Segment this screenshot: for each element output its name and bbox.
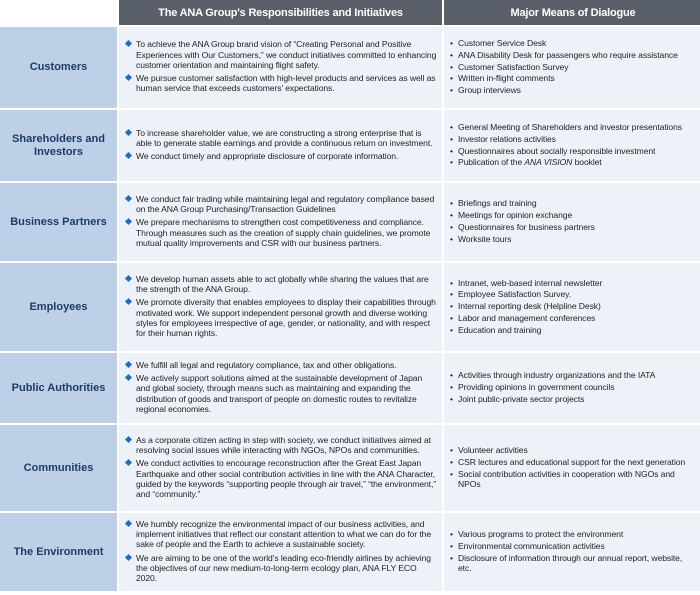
dot-bullet-icon: •	[450, 382, 453, 393]
dot-bullet-icon: •	[450, 393, 453, 404]
table-row	[0, 110, 700, 181]
table-row	[0, 425, 700, 511]
publication-title: ANA VISION	[524, 157, 573, 168]
dialogue-cell	[444, 263, 700, 351]
list-item: • Volunteer activities	[450, 445, 528, 456]
dot-bullet-icon: •	[450, 61, 453, 72]
initiatives-cell	[119, 425, 442, 511]
dot-bullet-icon: •	[450, 233, 453, 244]
list-item: • Disclosure of information through our annual report, website, etc.	[450, 552, 683, 574]
dot-bullet-icon: •	[450, 445, 453, 456]
list-item: • Employee Satisfaction Survey.	[450, 289, 572, 300]
category-shareholders: Shareholders and Investors	[0, 110, 117, 181]
dialogue-cell	[444, 513, 700, 591]
diamond-bullet-icon	[125, 520, 132, 527]
list-item: • Customer Satisfaction Survey	[450, 61, 569, 72]
list-item: • ANA Disability Desk for passengers who require assistance	[450, 49, 678, 60]
header-blank	[0, 0, 117, 25]
list-item: We prepare mechanisms to strengthen cost competitiveness and compliance. Through measures such as the creation of supply chain guidelines, we promote mutual quality improvements and CSR with our business partners.	[125, 217, 437, 248]
list-item: • Customer Service Desk	[450, 38, 547, 48]
diamond-bullet-icon	[125, 218, 132, 225]
dot-bullet-icon: •	[450, 133, 453, 144]
list-item: We develop human assets able to act globally while sharing the values that are the strength of the ANA Group.	[125, 274, 437, 295]
initiatives-cell	[119, 183, 442, 261]
list-item: • Publication of the ANA VISION booklet	[450, 157, 602, 168]
diamond-bullet-icon	[125, 129, 132, 136]
dot-bullet-icon: •	[450, 121, 453, 132]
list-item: • Questionnaires for business partners	[450, 222, 595, 232]
list-item: We humbly recognize the environmental impact of our business activities, and implement initiatives that reflect our constant attention to what we can do for the sake of people and the Earth to achieve a sustainable society.	[125, 519, 437, 550]
list-item: To increase shareholder value, we are constructing a strong enterprise that is able to generate stable earnings and provide a continuous return on investment.	[125, 128, 437, 149]
table-row	[0, 263, 700, 351]
list-item: We promote diversity that enables employees to display their capabilities through motivated work. We support independent personal growth and diverse working styles for employees irrespective of age, gender, or nationality, and with respect for their human rights.	[125, 297, 437, 338]
initiatives-cell	[119, 513, 442, 591]
dot-bullet-icon: •	[450, 210, 453, 221]
dot-bullet-icon: •	[450, 301, 453, 312]
list-item: We actively support solutions aimed at the sustainable development of Japan and global society, through means such as maintaining and expanding the distribution of goods and transport of people on domestic routes to revitalize regional economies.	[125, 373, 437, 414]
dialogue-cell	[444, 425, 700, 511]
list-item: • Written in-flight comments	[450, 73, 555, 84]
dot-bullet-icon: •	[450, 529, 453, 540]
dot-bullet-icon: •	[450, 324, 453, 335]
header-dialogue: Major Means of Dialogue	[444, 0, 700, 25]
table-row	[0, 353, 700, 423]
list-item: • Investor relations activities	[450, 133, 556, 144]
list-item: We fulfill all legal and regulatory compliance, tax and other obligations.	[125, 360, 437, 370]
dot-bullet-icon: •	[450, 157, 453, 168]
list-item: • Intranet, web-based internal newsletter	[450, 277, 603, 288]
list-item: We conduct timely and appropriate disclosure of corporate information.	[125, 151, 437, 161]
list-item: • Internal reporting desk (Helpline Desk)	[450, 301, 601, 312]
list-item: • Briefings and training	[450, 198, 537, 209]
category-employees: Employees	[0, 263, 117, 351]
list-item: • Questionnaires about socially responsible investment	[450, 145, 656, 156]
dialogue-cell	[444, 27, 700, 108]
dot-bullet-icon: •	[450, 277, 453, 288]
dot-bullet-icon: •	[450, 552, 453, 563]
list-item: To achieve the ANA Group brand vision of “Creating Personal and Positive Experiences with Our Customers,” we conduct initiatives committed to enhancing customer orientation and maintaining flight safety.	[125, 39, 437, 70]
category-communities: Communities	[0, 425, 117, 511]
list-item: • Labor and management conferences	[450, 312, 596, 323]
list-item: We pursue customer satisfaction with high-level products and services as well as human service that exceeds customers’ expectations.	[125, 73, 437, 94]
dot-bullet-icon: •	[450, 73, 453, 84]
list-item: • Group interviews	[450, 85, 521, 96]
dot-bullet-icon: •	[450, 49, 453, 60]
table-row	[0, 513, 700, 591]
dialogue-cell	[444, 110, 700, 181]
dot-bullet-icon: •	[450, 540, 453, 551]
table-row	[0, 183, 700, 261]
diamond-bullet-icon	[125, 152, 132, 159]
dialogue-cell	[444, 353, 700, 423]
diamond-bullet-icon	[125, 374, 132, 381]
dot-bullet-icon: •	[450, 145, 453, 156]
list-item: • General Meeting of Shareholders and investor presentations	[450, 121, 682, 132]
diamond-bullet-icon	[125, 436, 132, 443]
list-item: We conduct activities to encourage reconstruction after the Great East Japan Earthquake and other social contribution activities in line with the ANA Character, guided by the keywords “supporting people through air travel,” “the environment,” and “community.”	[125, 458, 437, 499]
category-public-authorities: Public Authorities	[0, 353, 117, 423]
dialogue-cell	[444, 183, 700, 261]
list-item: As a corporate citizen acting in step with society, we conduct initiatives aimed at resolving social issues while interacting with NGOs, NPOs and communities.	[125, 435, 437, 456]
list-item: • CSR lectures and educational support for the next generation	[450, 456, 686, 467]
list-item: • Social contribution activities in cooperation with NGOs and NPOs	[450, 468, 675, 490]
initiatives-cell	[119, 110, 442, 181]
initiatives-cell	[119, 353, 442, 423]
category-environment: The Environment	[0, 513, 117, 591]
diamond-bullet-icon	[125, 74, 132, 81]
dot-bullet-icon: •	[450, 198, 453, 209]
list-item: • Various programs to protect the environment	[450, 529, 624, 540]
header-row	[0, 0, 700, 25]
list-item: • Worksite tours	[450, 233, 512, 244]
category-customers: Customers	[0, 27, 117, 108]
dot-bullet-icon: •	[450, 468, 453, 479]
diamond-bullet-icon	[125, 553, 132, 560]
list-item: We conduct fair trading while maintaining legal and regulatory compliance based on the ANA Group Purchasing/Transaction Guidelines	[125, 194, 437, 215]
list-item: • Joint public-private sector projects	[450, 393, 585, 404]
dot-bullet-icon: •	[450, 456, 453, 467]
diamond-bullet-icon	[125, 275, 132, 282]
diamond-bullet-icon	[125, 361, 132, 368]
dot-bullet-icon: •	[450, 289, 453, 300]
category-business-partners: Business Partners	[0, 183, 117, 261]
dot-bullet-icon: •	[450, 370, 453, 381]
diamond-bullet-icon	[125, 298, 132, 305]
dot-bullet-icon: •	[450, 85, 453, 96]
list-item: We are aiming to be one of the world’s leading eco-friendly airlines by achieving the objectives of our new medium-to-long-term ecology plan, ANA FLY ECO 2020.	[125, 553, 437, 584]
list-item: • Meetings for opinion exchange	[450, 210, 573, 221]
initiatives-cell	[119, 263, 442, 351]
diamond-bullet-icon	[125, 40, 132, 47]
dot-bullet-icon: •	[450, 38, 453, 48]
table-row	[0, 27, 700, 108]
dot-bullet-icon: •	[450, 222, 453, 232]
list-item: • Environmental communication activities	[450, 540, 605, 551]
header-initiatives: The ANA Group's Responsibilities and Initiatives	[119, 0, 442, 25]
diamond-bullet-icon	[125, 195, 132, 202]
diamond-bullet-icon	[125, 459, 132, 466]
list-item: • Activities through industry organizations and the IATA	[450, 370, 656, 381]
initiatives-cell	[119, 27, 442, 108]
list-item: • Providing opinions in government councils	[450, 382, 615, 393]
list-item: • Education and training	[450, 324, 542, 335]
dot-bullet-icon: •	[450, 312, 453, 323]
